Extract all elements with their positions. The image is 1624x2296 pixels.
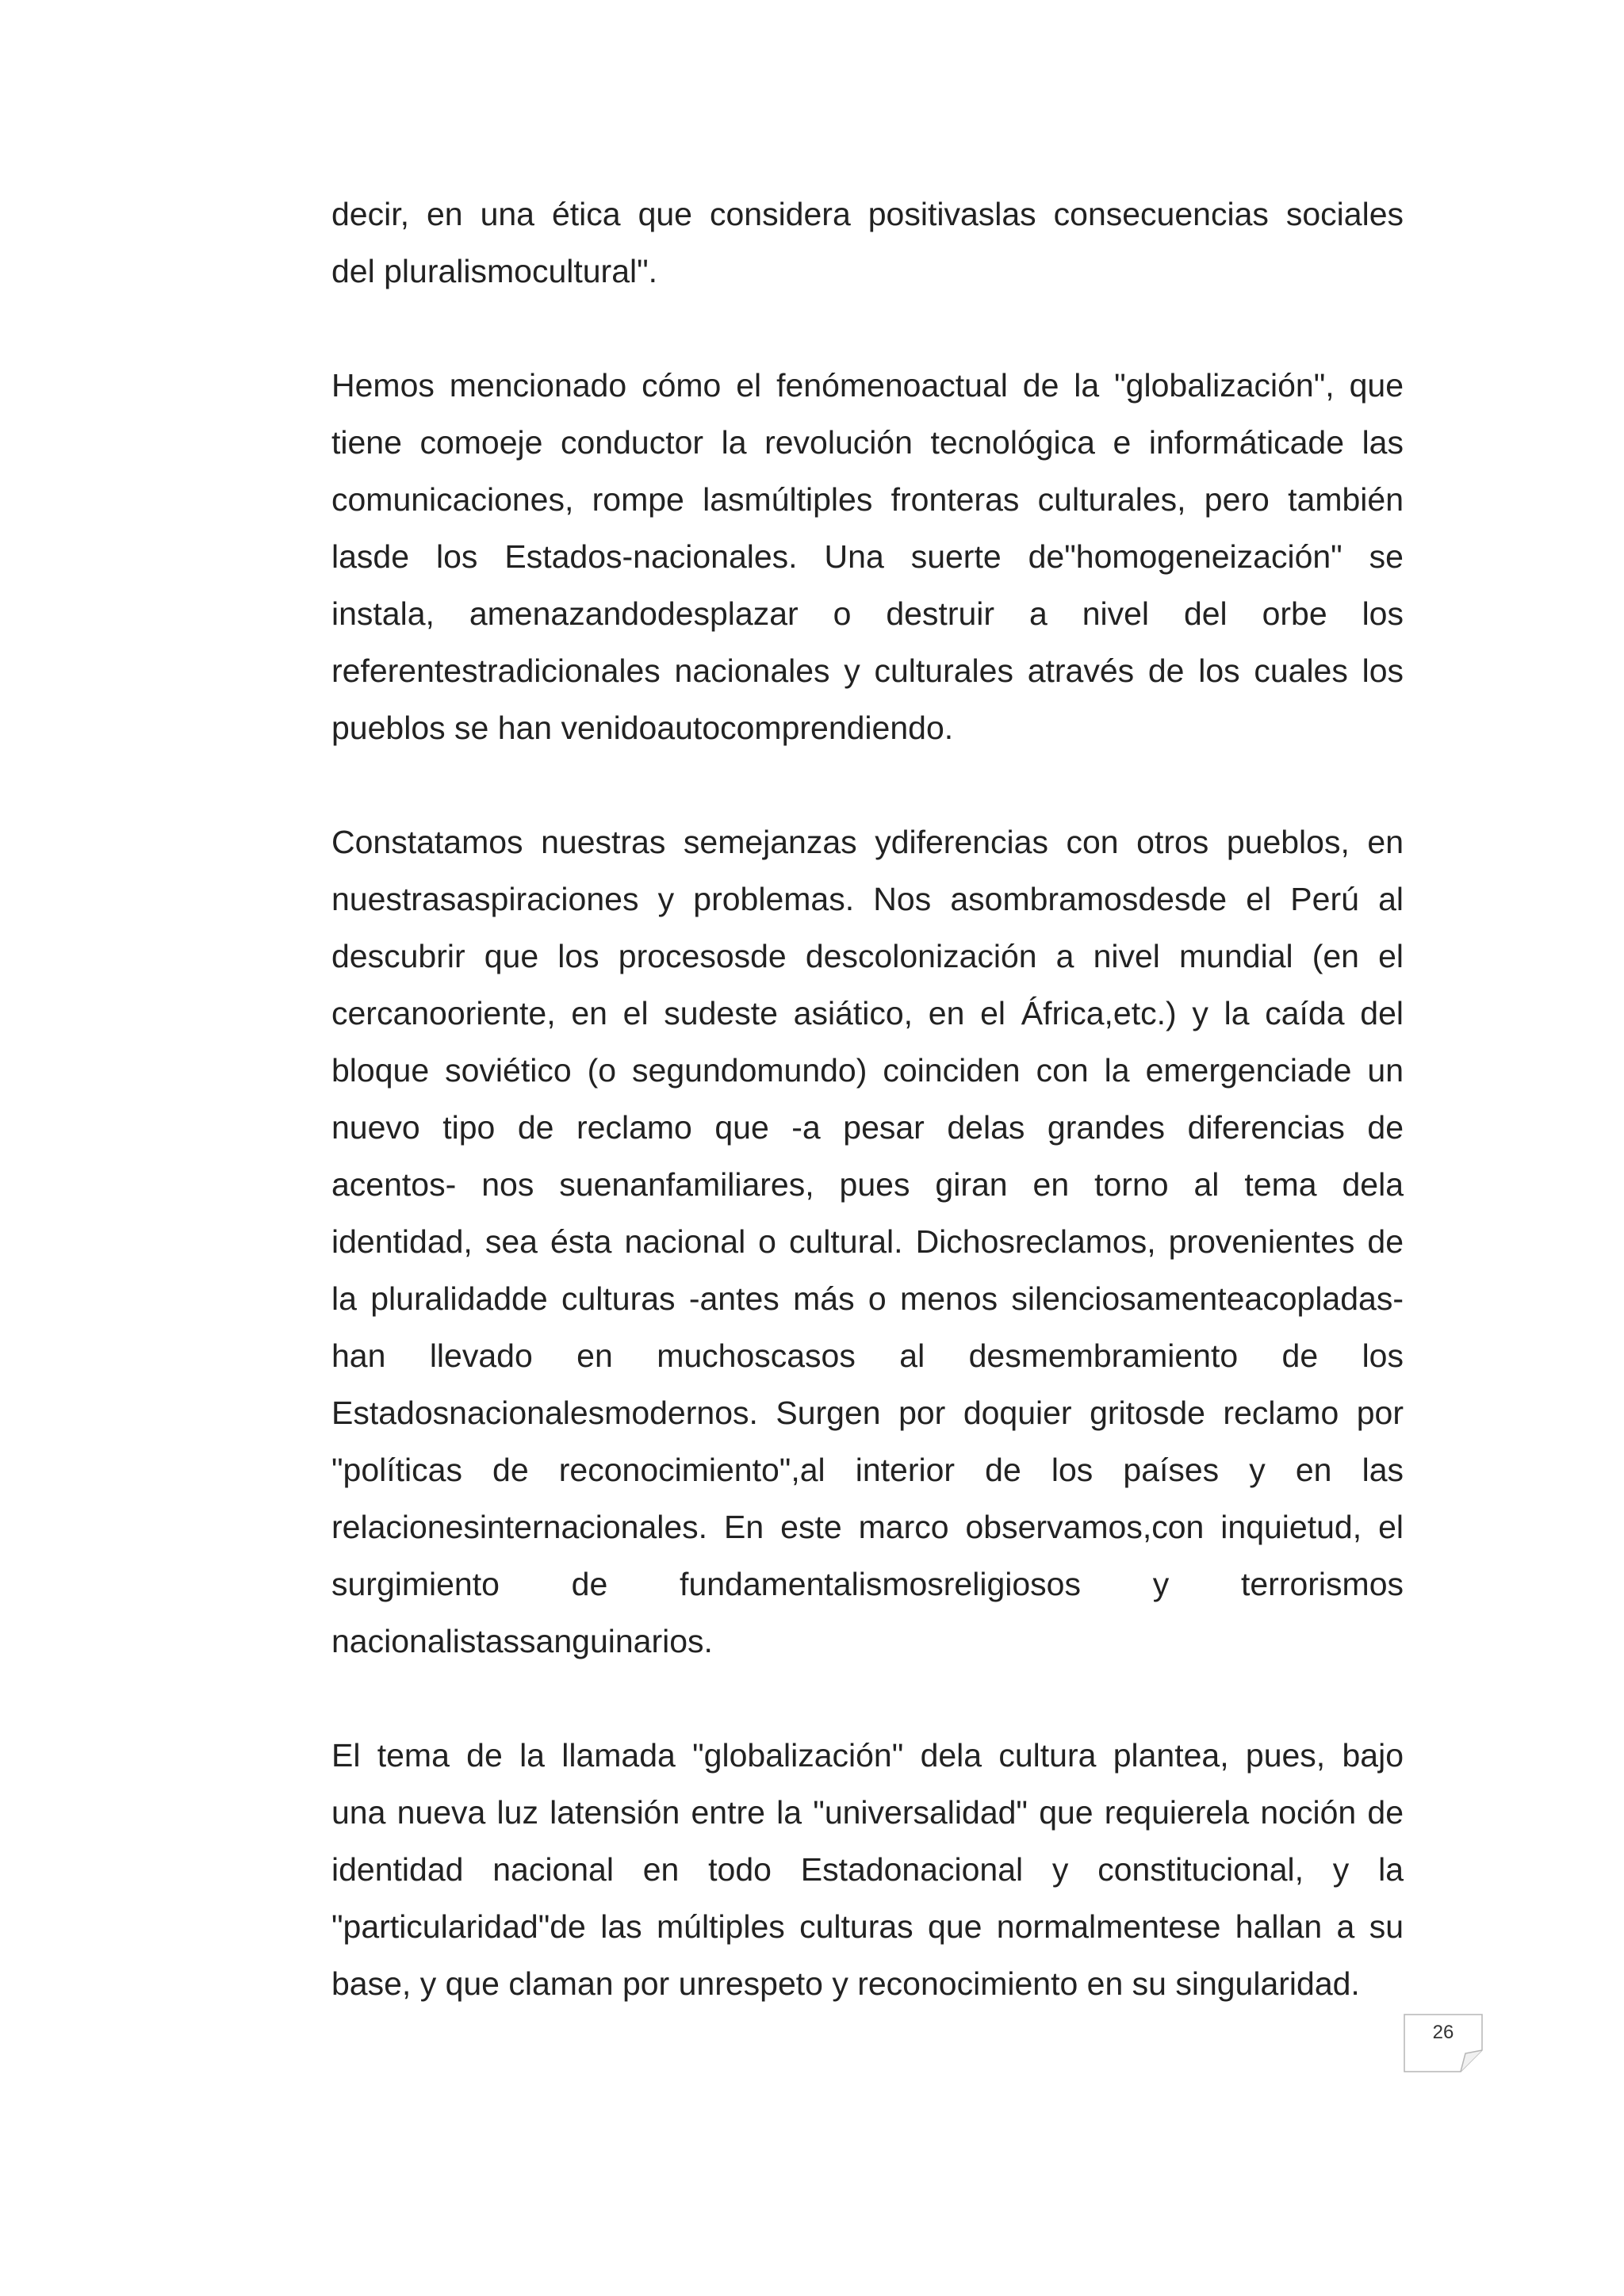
paragraph (331, 813, 1404, 1670)
text-line: Hemos mencionado cómo el fenómenoactual de la "globalización", que (331, 367, 1404, 404)
text-line: comunicaciones, rompe lasmúltiples fronteras culturales, pero también (331, 481, 1404, 518)
text-line: la pluralidadde culturas -antes más o menos silenciosamenteacopladas- (331, 1280, 1404, 1317)
text-line: "políticas de reconocimiento",al interior de los países y en las (331, 1452, 1404, 1488)
paragraph (331, 357, 1404, 756)
text-line: nuevo tipo de reclamo que -a pesar delas grandes diferencias de (331, 1109, 1404, 1146)
text-line: referentestradicionales nacionales y culturales através de los cuales los (331, 652, 1404, 689)
text-line: surgimiento de fundamentalismosreligiosos y terrorismos (331, 1566, 1404, 1602)
text-line: instala, amenazandodesplazar o destruir a nivel del orbe los (331, 595, 1404, 632)
text-line: nacionalistassanguinarios. (331, 1623, 713, 1659)
text-line: lasde los Estados-nacionales. Una suerte de"homogeneización" se (331, 538, 1404, 575)
text-line: del pluralismocultural". (331, 253, 658, 289)
text-line: relacionesinternacionales. En este marco observamos,con inquietud, el (331, 1509, 1404, 1545)
paragraph-spacer (331, 756, 1404, 813)
paragraph (331, 1727, 1404, 2012)
text-line: decir, en una ética que considera positivaslas consecuencias sociales (331, 196, 1404, 232)
text-line: acentos- nos suenanfamiliares, pues giran en torno al tema dela (331, 1166, 1404, 1203)
page-number-box (1404, 2014, 1483, 2072)
text-line: cercanooriente, en el sudeste asiático, en el África,etc.) y la caída del (331, 995, 1404, 1031)
text-line: "particularidad"de las múltiples culturas que normalmentese hallan a su (331, 1908, 1404, 1945)
page-number: 26 (1432, 2022, 1454, 2043)
paragraph-spacer (331, 1670, 1404, 1727)
text-line: nuestrasaspiraciones y problemas. Nos asombramosdesde el Perú al (331, 881, 1404, 917)
text-line: bloque soviético (o segundomundo) coinciden con la emergenciade un (331, 1052, 1404, 1089)
text-line: han llevado en muchoscasos al desmembramiento de los (331, 1337, 1404, 1374)
text-line: Constatamos nuestras semejanzas ydiferencias con otros pueblos, en (331, 824, 1404, 860)
text-line: El tema de la llamada "globalización" dela cultura plantea, pues, bajo (331, 1737, 1404, 1774)
text-line: identidad nacional en todo Estadonacional y constitucional, y la (331, 1851, 1404, 1888)
text-line: Estadosnacionalesmodernos. Surgen por doquier gritosde reclamo por (331, 1395, 1404, 1431)
paragraph (331, 186, 1404, 300)
text-line: una nueva luz latensión entre la "universalidad" que requierela noción de (331, 1794, 1404, 1831)
text-line: tiene comoeje conductor la revolución tecnológica e informáticade las (331, 424, 1404, 461)
body-text (331, 186, 1404, 2012)
text-line: base, y que claman por unrespeto y reconocimiento en su singularidad. (331, 1965, 1360, 2002)
text-line: descubrir que los procesosde descolonización a nivel mundial (en el (331, 938, 1404, 974)
text-line: pueblos se han venidoautocomprendiendo. (331, 710, 954, 746)
paragraph-spacer (331, 300, 1404, 357)
text-line: identidad, sea ésta nacional o cultural. Dichosreclamos, provenientes de (331, 1223, 1404, 1260)
